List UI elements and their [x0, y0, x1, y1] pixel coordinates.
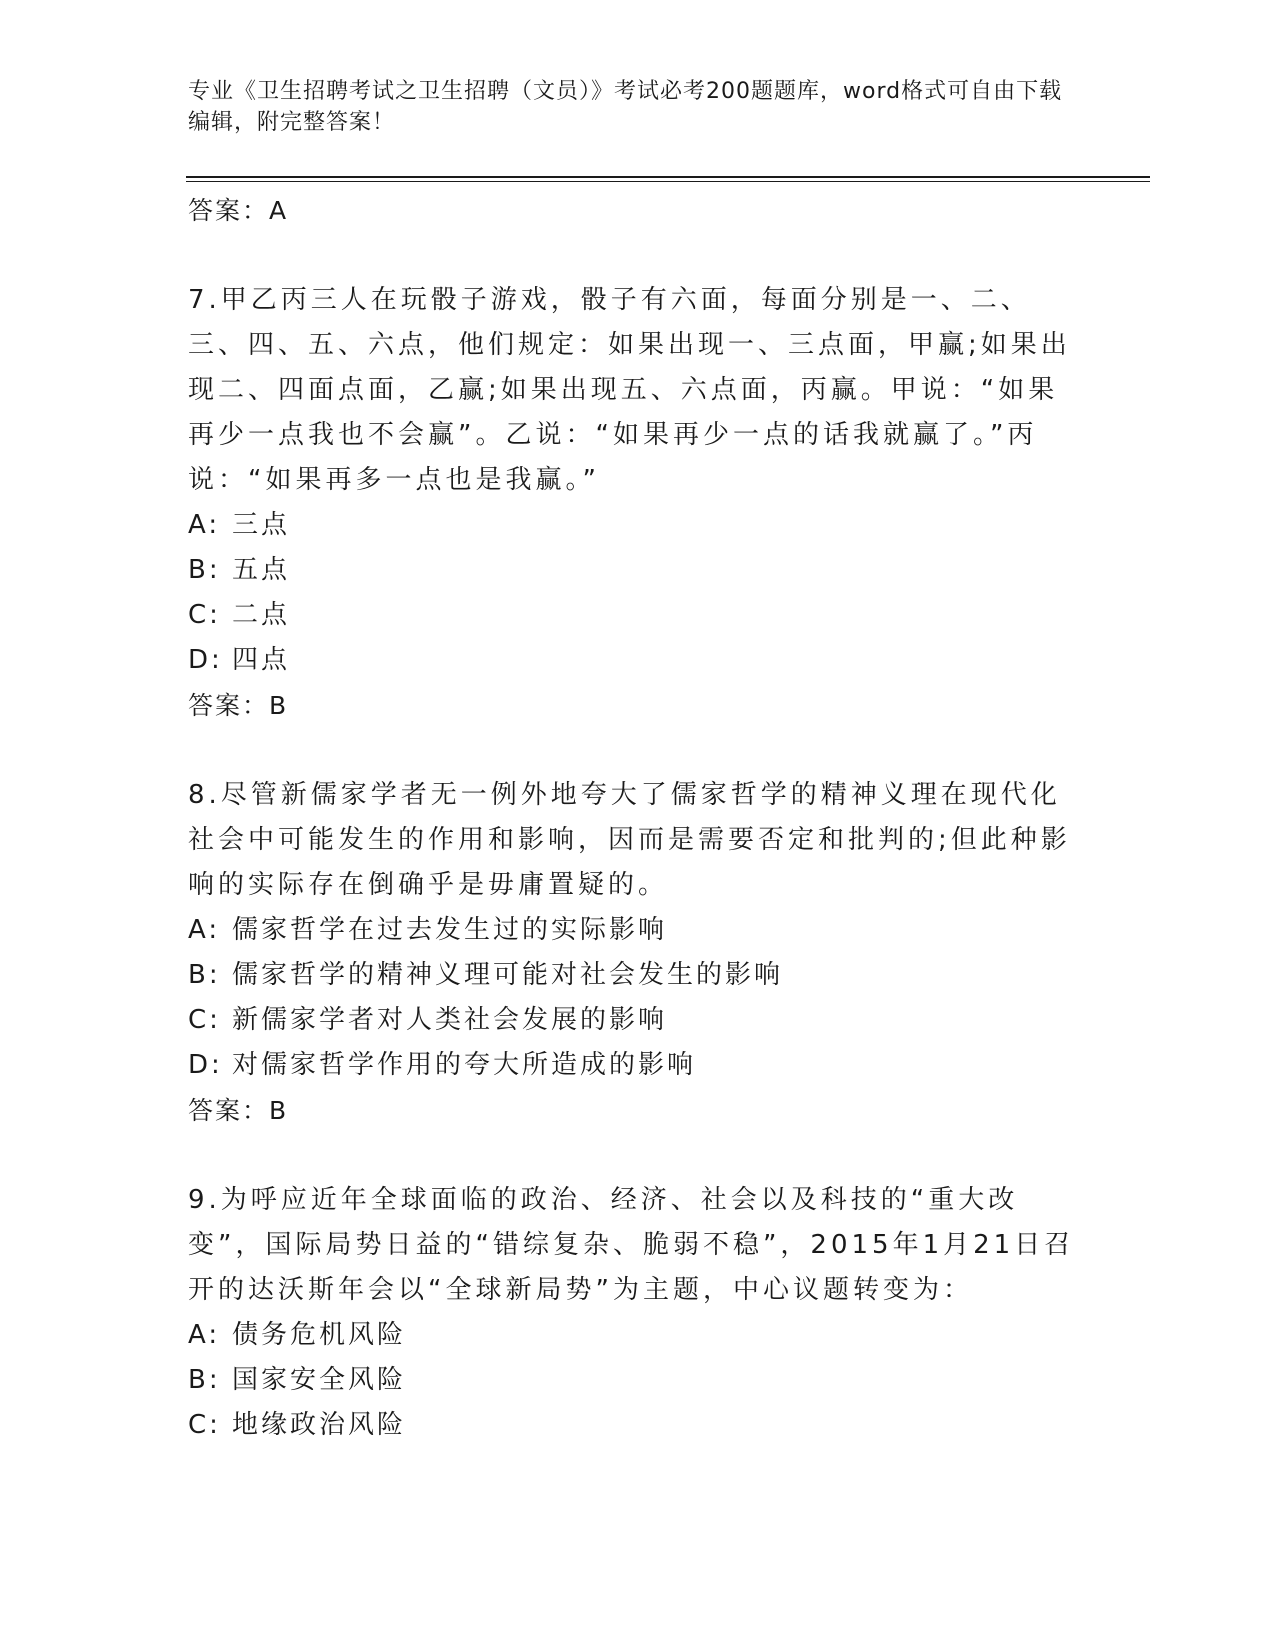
spacer — [188, 728, 1078, 773]
option-letter: A: — [188, 1320, 221, 1350]
option-a — [188, 1313, 1078, 1358]
header-rule-thick — [186, 176, 1150, 178]
question-text: 9.为呼应近年全球面临的政治、经济、社会以及科技的“重大改变”，国际局势日益的“错综复杂、脆弱不稳”，2015年1月21日召开的达沃斯年会以“全球新局势”为主题，中心议题转变为： — [188, 1185, 1075, 1305]
option-text: 儒家哲学在过去发生过的实际影响 — [232, 915, 668, 945]
question-block — [188, 773, 1078, 1133]
option-d — [188, 638, 1078, 683]
spacer — [188, 233, 1078, 278]
option-b — [188, 1358, 1078, 1403]
option-letter: B: — [188, 960, 221, 990]
option-a — [188, 503, 1078, 548]
answer-line: 答案：A — [188, 196, 289, 225]
option-letter: C: — [188, 1410, 221, 1440]
spacer — [188, 1133, 1078, 1178]
option-text: 新儒家学者对人类社会发展的影响 — [232, 1005, 668, 1035]
option-text: 二点 — [232, 600, 291, 630]
option-letter: B: — [188, 1365, 221, 1395]
header-rule-thin — [186, 181, 1150, 182]
option-text: 四点 — [232, 645, 291, 675]
option-letter: D: — [188, 645, 223, 675]
option-b — [188, 953, 1078, 998]
question-block — [188, 1178, 1078, 1448]
option-letter: D: — [188, 1050, 223, 1080]
option-c — [188, 593, 1078, 638]
option-letter: C: — [188, 1005, 221, 1035]
option-letter: C: — [188, 600, 221, 630]
option-b — [188, 548, 1078, 593]
option-text: 对儒家哲学作用的夸大所造成的影响 — [232, 1050, 697, 1080]
option-a — [188, 908, 1078, 953]
option-text: 五点 — [232, 555, 291, 585]
option-text: 地缘政治风险 — [232, 1410, 407, 1440]
option-text: 债务危机风险 — [232, 1320, 407, 1350]
question-block — [188, 278, 1078, 728]
question-text: 7.甲乙丙三人在玩骰子游戏，骰子有六面，每面分别是一、二、三、四、五、六点，他们规定：如果出现一、三点面，甲赢;如果出现二、四面点面，乙赢;如果出现五、六点面，丙赢。甲说：“如果再少一点我也不会赢”。乙说：“如果再少一点的话我就赢了。”丙说：“如果再多一点也是我赢。” — [188, 285, 1071, 495]
answer-line: 答案：B — [188, 691, 289, 720]
option-d — [188, 1043, 1078, 1088]
option-text: 国家安全风险 — [232, 1365, 407, 1395]
option-c — [188, 1403, 1078, 1448]
option-letter: A: — [188, 915, 221, 945]
question-text: 8.尽管新儒家学者无一例外地夸大了儒家哲学的精神义理在现代化社会中可能发生的作用和影响，因而是需要否定和批判的;但此种影响的实际存在倒确乎是毋庸置疑的。 — [188, 780, 1071, 900]
option-letter: A: — [188, 510, 221, 540]
option-letter: B: — [188, 555, 221, 585]
option-text: 儒家哲学的精神义理可能对社会发生的影响 — [232, 960, 784, 990]
option-text: 三点 — [232, 510, 291, 540]
page-header: 专业《卫生招聘考试之卫生招聘（文员）》考试必考200题题库，word格式可自由下载编辑，附完整答案！ — [188, 79, 1063, 135]
option-c — [188, 998, 1078, 1043]
answer-line: 答案：B — [188, 1096, 289, 1125]
document-body — [188, 188, 1078, 1448]
